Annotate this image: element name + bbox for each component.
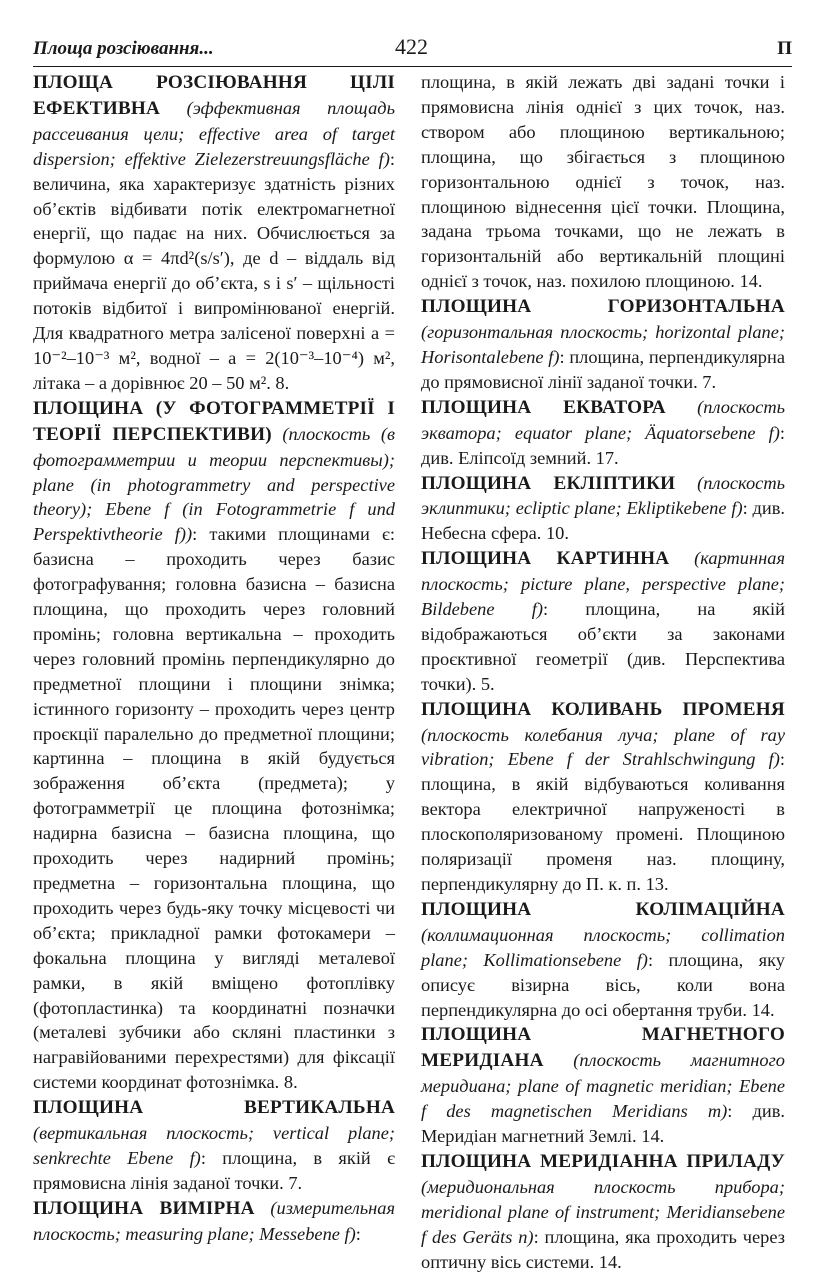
entry-headword: ПЛОЩИНА ГОРИЗОНТАЛЬНА [421,296,785,318]
dictionary-entry [421,395,785,471]
dictionary-entry [33,1196,395,1247]
dictionary-entry [421,294,785,395]
dictionary-entry [421,1022,785,1149]
entry-equivalents: (коллимационная плоскость; collimation plane; Kollimationsebene f) [421,924,785,970]
section-letter: П [777,38,792,59]
entry-headword: ПЛОЩА РОЗСІЮВАННЯ ЦІЛІ ЕФЕКТИВНА [33,72,395,119]
entry-headword: ПЛОЩИНА МАГНЕТНОГО МЕРИДІАНА [421,1024,785,1072]
dictionary-entry [421,697,785,897]
entry-equivalents: (плоскость магнитного меридиана; plane of magnetic meridian; Ebene f des magnetischen Meridians m) [421,1050,785,1122]
dictionary-entry [421,471,785,547]
entry-headword: ПЛОЩИНА ВИМІРНА [33,1197,255,1219]
left-column [33,70,395,1247]
entry-equivalents: (эффективная площадь рассеивания цели; effective area of target dispersion; effektive Zielezerstreuungsfläche f) [33,97,395,169]
dictionary-entry [421,546,785,696]
dictionary-entry [33,396,395,1095]
right-column [421,70,785,1275]
dictionary-entry [33,1095,395,1196]
entry-headword: ПЛОЩИНА МЕРИДІАННА ПРИЛАДУ [421,1150,785,1172]
entry-headword: ПЛОЩИНА ВЕРТИКАЛЬНА [33,1097,395,1119]
entry-body: : площина, на якій відображаються об’єкти за законами проєктивної геометрії (див. Перспектива точки). 5. [421,599,785,694]
entry-equivalents: (плоскость эклиптики; ecliptic plane; Ekliptikebene f) [421,472,785,519]
entry-body: : [355,1223,361,1244]
entry-equivalents: (картинная плоскость; picture plane, perspective plane; Bildebene f) [421,548,785,620]
entry-headword: ПЛОЩИНА ЕКЛІПТИКИ [421,472,676,494]
entry-body: : площина, яку описує візирна вісь, коли вона перпендикулярна до осі обертання труби. 14. [421,949,785,1020]
entry-headword: ПЛОЩИНА КАРТИННА [421,548,670,570]
entry-headword: ПЛОЩИНА КОЛИВАНЬ ПРОМЕНЯ [421,698,785,720]
entry-equivalents: (плоскость колебания луча; plane of ray vibration; Ebene f der Strahlschwingung f) [421,724,785,770]
header-rule [33,66,792,67]
entry-body: : площина, перпендикулярна до прямовисної лінії заданої точки. 7. [421,346,785,392]
entry-headword: ПЛОЩИНА КОЛІМАЦІЙНА [421,898,785,920]
entry-headword: ПЛОЩИНА (У ФОТОГРАММЕТРІЇ І ТЕОРІЇ ПЕРСПЕКТИВИ) [33,397,395,445]
entry-equivalents: (меридиональная плоскость прибора; meridional plane of instrument; Meridiansebene f des Geräts n) [421,1176,785,1247]
entry-body: : площина, яка проходить через оптичну вісь системи. 14. [421,1226,785,1272]
page-number: 422 [395,34,428,59]
entry-body: : площина, в якій відбуваються коливання вектора електричної напруженості в плоскополяризованому промені. Площиною поляризації променя наз. площину, перпендикулярну до П. к. п. 13. [421,749,785,894]
entry-equivalents: (измерительная плоскость; measuring plane; Messebene f) [33,1197,395,1244]
running-title: Площа розсіювання... [33,38,214,59]
entry-equivalents: (плоскость экватора; equator plane; Äquatorsebene f) [421,396,785,443]
entry-equivalents: (горизонтальная плоскость; horizontal plane; Horisontalebene f) [421,322,785,367]
entry-body: : площина, в якій є прямовисна лінія заданої точки. 7. [33,1147,396,1193]
page-header [33,34,792,64]
entry-headword: ПЛОЩИНА ЕКВАТОРА [421,396,666,418]
entry-body: : такими площинами є: базисна – проходить через базис фотографування; головна базисна – базисна площина, що проходить через головний промінь; головна вертикальна – проходить через головний промінь перпендикулярно до предметної площини і площини знімка; істинного горизонту – проходить через центр проєкції паралельно до предметної площини; картинна – площина в якій будується зображення об’єкта (предмета); у фотограмметрії це площина фотознімка; надирна базисна – базисна площина, що проходить через надирний промінь; предметна – горизонтальна площина, що проходить через будь-яку точку місцевості чи об’єкта; прикладної рамки фотокамери – фокальна площина у вигляді металевої рамки, в якій вміщено фотоплівку (фотопластинка) та координатні позначки (металеві зубчики або скляні пластинки з награвійованими перехрестями) для фіксації системи координат фотознімка. 8. [33,524,395,1093]
dictionary-entry-continued [421,70,785,294]
entry-body: площина, в якій лежать дві задані точки і прямовисна лінія однієї з цих точок, наз. створом або площиною вертикальною; площина, що збігається з площиною горизонтальною однієї з точок, наз. площиною віднесення цієї точки. Площина, задана трьома точками, що не лежать в горизонтальній або вертикальній площині однієї з точок, наз. похилою площиною. 14. [421,72,785,292]
entry-equivalents: (вертикальная плоскость; vertical plane; senkrechte Ebene f) [33,1123,395,1168]
entry-body: : див. Небесна сфера. 10. [421,498,786,544]
entry-equivalents: (плоскость (в фотограмметрии и теории перспективы); plane (in photogrammetry and perspective theory); Ebene f (in Fotogrammetrie f und Perspektivtheorie f)) [33,423,395,545]
dictionary-entry [421,1149,785,1275]
entry-body: : див. Еліпсоїд земний. 17. [421,422,785,468]
entry-body: : величина, яка характеризує здатність різних об’єктів відбивати потік електромагнетної енергії, що падає на них. Обчислюється за формулою α = 4πd²(s/s′), де d – віддаль від приймача енергії до об’єкта, s і s′ – щільності потоків відбитої і випромінюваної енергій. Для квадратного метра залісеної поверхні a = 10⁻²–10⁻³ м², водної – a = 2(10⁻³–10⁻⁴) м², літака – a дорівнює 20 – 50 м². 8. [33,148,395,393]
dictionary-entry [421,897,785,1023]
dictionary-entry [33,70,395,396]
entry-body: : див. Меридіан магнетний Землі. 14. [421,1101,785,1147]
